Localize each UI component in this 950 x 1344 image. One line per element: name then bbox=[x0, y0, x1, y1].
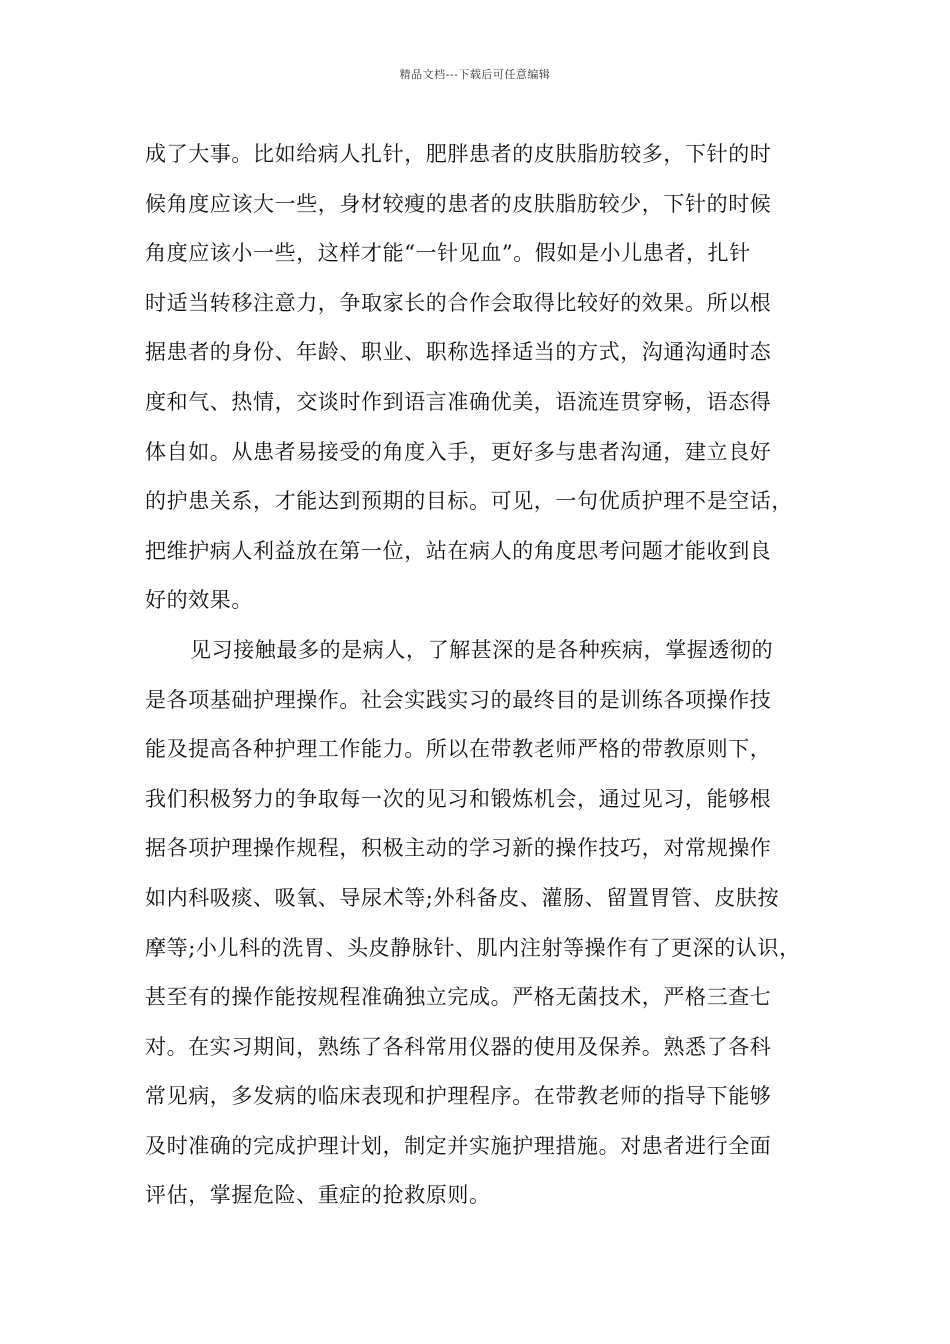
text-line: 常见病，多发病的临床表现和护理程序。在带教老师的指导下能够 bbox=[145, 1084, 772, 1109]
text-line: 如内科吸痰、吸氧、导尿术等;外科备皮、灌肠、留置胃管、皮肤按 bbox=[145, 885, 780, 910]
document-body bbox=[145, 130, 835, 1221]
text-line: 评估，掌握危险、重症的抢救原则。 bbox=[145, 1183, 491, 1208]
text-line: 甚至有的操作能按规程准确独立完成。严格无菌技术，严格三查七 bbox=[145, 985, 772, 1010]
paragraph-2 bbox=[145, 626, 835, 1221]
text-line: 我们积极努力的争取每一次的见习和锻炼机会，通过见习，能够根 bbox=[145, 786, 772, 811]
text-line: 的护患关系，才能达到预期的目标。可见，一句优质护理不是空话， bbox=[145, 489, 793, 514]
paragraph-1 bbox=[145, 130, 835, 626]
page-header: 精品文档---下载后可任意编辑 bbox=[399, 68, 551, 81]
text-line: 据各项护理操作规程，积极主动的学习新的操作技巧，对常规操作 bbox=[145, 836, 772, 861]
text-line: 好的效果。 bbox=[145, 588, 253, 613]
text-line: 据患者的身份、年龄、职业、职称选择适当的方式，沟通沟通时态 bbox=[145, 340, 772, 365]
text-line: 角度应该小一些，这样才能“一针见血”。假如是小儿患者，扎针 bbox=[145, 241, 751, 266]
text-line: 度和气、热情，交谈时作到语言准确优美，语流连贯穿畅，语态得 bbox=[145, 389, 772, 414]
text-line: 候角度应该大一些，身材较瘦的患者的皮肤脂肪较少，下针的时候 bbox=[145, 191, 772, 216]
text-line: 成了大事。比如给病人扎针，肥胖患者的皮肤脂肪较多，下针的时 bbox=[145, 142, 772, 166]
text-line: 对。在实习期间，熟练了各科常用仪器的使用及保养。熟悉了各科 bbox=[145, 1034, 772, 1059]
text-line: 是各项基础护理操作。社会实践实习的最终目的是训练各项操作技 bbox=[145, 687, 772, 712]
text-line: 及时准确的完成护理计划，制定并实施护理措施。对患者进行全面 bbox=[145, 1133, 772, 1158]
text-line: 能及提高各种护理工作能力。所以在带教老师严格的带教原则下， bbox=[145, 737, 772, 762]
text-line: 时适当转移注意力，争取家长的合作会取得比较好的效果。所以根 bbox=[145, 290, 772, 315]
text-line: 体自如。从患者易接受的角度入手，更好多与患者沟通，建立良好 bbox=[145, 439, 772, 464]
text-line: 见习接触最多的是病人，了解甚深的是各种疾病，掌握透彻的 bbox=[190, 637, 774, 662]
text-line: 摩等;小儿科的洗胃、头皮静脉针、肌内注射等操作有了更深的认识， bbox=[145, 935, 801, 960]
text-line: 把维护病人利益放在第一位，站在病人的角度思考问题才能收到良 bbox=[145, 538, 772, 563]
